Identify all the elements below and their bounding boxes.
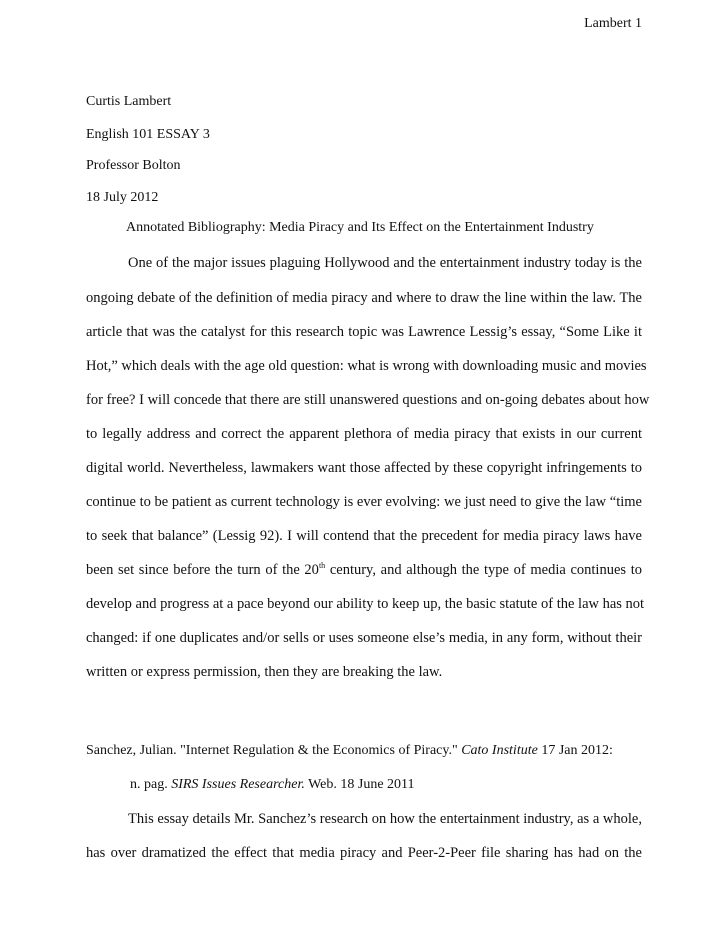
running-header: Lambert 1 bbox=[584, 16, 642, 31]
paragraph-line: develop and progress at a pace beyond our ability to keep up, the basic statute of the law has not bbox=[86, 596, 645, 612]
paragraph-line: ongoing debate of the definition of media piracy and where to draw the line within the law. The bbox=[86, 290, 642, 306]
citation-database: SIRS Issues Researcher. bbox=[171, 777, 305, 792]
course-name: English 101 ESSAY 3 bbox=[86, 127, 210, 142]
paragraph-line: digital world. Nevertheless, lawmakers want those affected by these copyright infringements to bbox=[86, 460, 642, 476]
citation-date: 17 Jan 2012: bbox=[537, 743, 613, 758]
paragraph-line: has over dramatized the effect that media piracy and Peer-2-Peer file sharing has had on the bbox=[86, 845, 642, 861]
line-text: been set since before the turn of the 20 bbox=[86, 562, 319, 578]
paragraph-line: for free? I will concede that there are still unanswered questions and on-going debates about how bbox=[86, 392, 650, 408]
paragraph-line bbox=[86, 562, 642, 579]
ordinal-suffix: th bbox=[318, 561, 326, 570]
line-text: century, and although the type of media continues to bbox=[325, 562, 642, 578]
citation-pages: n. pag. bbox=[130, 777, 172, 792]
paragraph-line: This essay details Mr. Sanchez’s research on how the entertainment industry, as a whole, bbox=[128, 811, 642, 827]
citation-author-title: Sanchez, Julian. "Internet Regulation & the Economics of Piracy." bbox=[86, 743, 462, 758]
professor-name: Professor Bolton bbox=[86, 158, 181, 173]
author-name: Curtis Lambert bbox=[86, 94, 172, 109]
citation-source: Cato Institute bbox=[461, 743, 538, 758]
paragraph-line: to seek that balance” (Lessig 92). I will contend that the precedent for media piracy laws have bbox=[86, 528, 642, 544]
paragraph-line: One of the major issues plaguing Hollywood and the entertainment industry today is the bbox=[128, 255, 642, 271]
citation-access: Web. 18 June 2011 bbox=[304, 777, 415, 792]
paragraph-line: to legally address and correct the apparent plethora of media piracy that exists in our current bbox=[86, 426, 642, 442]
paragraph-line: continue to be patient as current technology is ever evolving: we just need to give the law “time bbox=[86, 494, 642, 510]
paragraph-line: Hot,” which deals with the age old question: what is wrong with downloading music and movies bbox=[86, 358, 647, 374]
citation-line-1 bbox=[86, 743, 613, 759]
citation-line-2 bbox=[130, 777, 415, 793]
essay-date: 18 July 2012 bbox=[86, 190, 159, 205]
paragraph-line: written or express permission, then they are breaking the law. bbox=[86, 664, 443, 680]
paragraph-line: changed: if one duplicates and/or sells or uses someone else’s media, in any form, without their bbox=[86, 630, 642, 646]
essay-title: Annotated Bibliography: Media Piracy and Its Effect on the Entertainment Industry bbox=[126, 220, 594, 235]
paragraph-line: article that was the catalyst for this research topic was Lawrence Lessig’s essay, “Some Like it bbox=[86, 324, 642, 340]
